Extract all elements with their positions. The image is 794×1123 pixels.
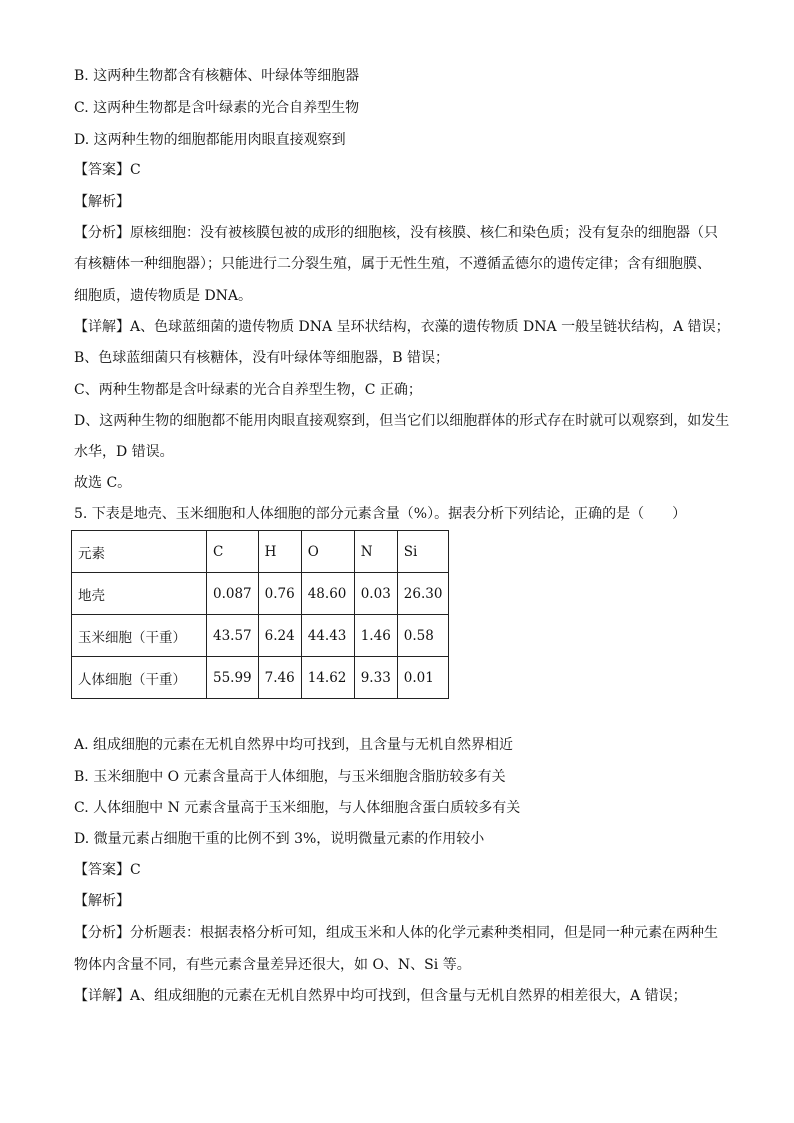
- table-cell: 55.99: [207, 657, 259, 699]
- table-cell: 48.60: [301, 573, 354, 615]
- q4-xiangjie-line-4: D、这两种生物的细胞都不能用肉眼直接观察到，但当它们以细胞群体的形式存在时就可以观察到，如发生: [74, 413, 730, 429]
- table-cell: 0.01: [397, 657, 449, 699]
- table-header-cell: N: [354, 531, 397, 573]
- q4-xiangjie-line-5: 水华，D 错误。: [74, 444, 174, 460]
- q5-option-b: B. 玉米细胞中 O 元素含量高于人体细胞，与玉米细胞含脂肪较多有关: [74, 769, 506, 785]
- table-cell: 43.57: [207, 615, 259, 657]
- q4-fenxi-line-1: 【分析】原核细胞：没有被核膜包被的成形的细胞核，没有核膜、核仁和染色质；没有复杂的细胞器（只: [74, 225, 718, 241]
- table-header-cell: C: [207, 531, 259, 573]
- q4-conclusion: 故选 C。: [74, 475, 132, 491]
- q4-xiangjie-line-3: C、两种生物都是含叶绿素的光合自养型生物，C 正确；: [74, 382, 422, 398]
- element-content-table: [71, 530, 449, 699]
- q5-xiangjie-line-1: 【详解】A、组成细胞的元素在无机自然界中均可找到，但含量与无机自然界的相差很大，A 错误；: [74, 988, 687, 1004]
- table-header-row: [72, 531, 449, 573]
- table-cell: 人体细胞（干重）: [72, 657, 207, 699]
- option-b-text: B. 这两种生物都含有核糖体、叶绿体等细胞器: [74, 68, 360, 84]
- q5-option-a: A. 组成细胞的元素在无机自然界中均可找到，且含量与无机自然界相近: [74, 737, 514, 753]
- q5-option-c: C. 人体细胞中 N 元素含量高于玉米细胞，与人体细胞含蛋白质较多有关: [74, 800, 521, 816]
- table-cell: 0.76: [258, 573, 301, 615]
- table-row: [72, 573, 449, 615]
- table-cell: 0.087: [207, 573, 259, 615]
- table-cell: 1.46: [354, 615, 397, 657]
- q5-fenxi-line-2: 物体内含量不同，有些元素含量差异还很大，如 O、N、Si 等。: [74, 957, 471, 973]
- q4-fenxi-line-3: 细胞质，遗传物质是 DNA。: [74, 288, 253, 304]
- q5-option-d: D. 微量元素占细胞干重的比例不到 3%，说明微量元素的作用较小: [74, 831, 485, 847]
- q5-stem: 5. 下表是地壳、玉米细胞和人体细胞的部分元素含量（%）。据表分析下列结论，正确的是（ ）: [74, 506, 687, 522]
- q5-analysis-header: 【解析】: [74, 893, 130, 909]
- table-header-cell: Si: [397, 531, 449, 573]
- q4-answer: 【答案】C: [74, 162, 141, 178]
- q4-fenxi-line-2: 有核糖体一种细胞器）；只能进行二分裂生殖，属于无性生殖，不遵循孟德尔的遗传定律；含有细胞膜、: [74, 256, 711, 272]
- table-cell: 0.58: [397, 615, 449, 657]
- option-d-text: D. 这两种生物的细胞都能用肉眼直接观察到: [74, 132, 346, 148]
- q4-xiangjie-line-2: B、色球蓝细菌只有核糖体，没有叶绿体等细胞器，B 错误；: [74, 350, 450, 366]
- table-cell: 44.43: [301, 615, 354, 657]
- q5-answer: 【答案】C: [74, 862, 141, 878]
- option-c-text: C. 这两种生物都是含叶绿素的光合自养型生物: [74, 100, 360, 116]
- table-cell: 9.33: [354, 657, 397, 699]
- q4-xiangjie-line-1: 【详解】A、色球蓝细菌的遗传物质 DNA 呈环状结构，衣藻的遗传物质 DNA 一般呈链状结构，A 错误；: [74, 319, 730, 335]
- table-cell: 玉米细胞（干重）: [72, 615, 207, 657]
- q4-analysis-header: 【解析】: [74, 194, 130, 210]
- table-cell: 7.46: [258, 657, 301, 699]
- table-row: [72, 615, 449, 657]
- table-cell: 地壳: [72, 573, 207, 615]
- table-header-cell: H: [258, 531, 301, 573]
- table-cell: 14.62: [301, 657, 354, 699]
- table-row: [72, 657, 449, 699]
- table-header-cell: 元素: [72, 531, 207, 573]
- table-header-cell: O: [301, 531, 354, 573]
- table-cell: 26.30: [397, 573, 449, 615]
- table-cell: 0.03: [354, 573, 397, 615]
- table-cell: 6.24: [258, 615, 301, 657]
- q5-fenxi-line-1: 【分析】分析题表：根据表格分析可知，组成玉米和人体的化学元素种类相同，但是同一种元素在两种生: [74, 925, 718, 941]
